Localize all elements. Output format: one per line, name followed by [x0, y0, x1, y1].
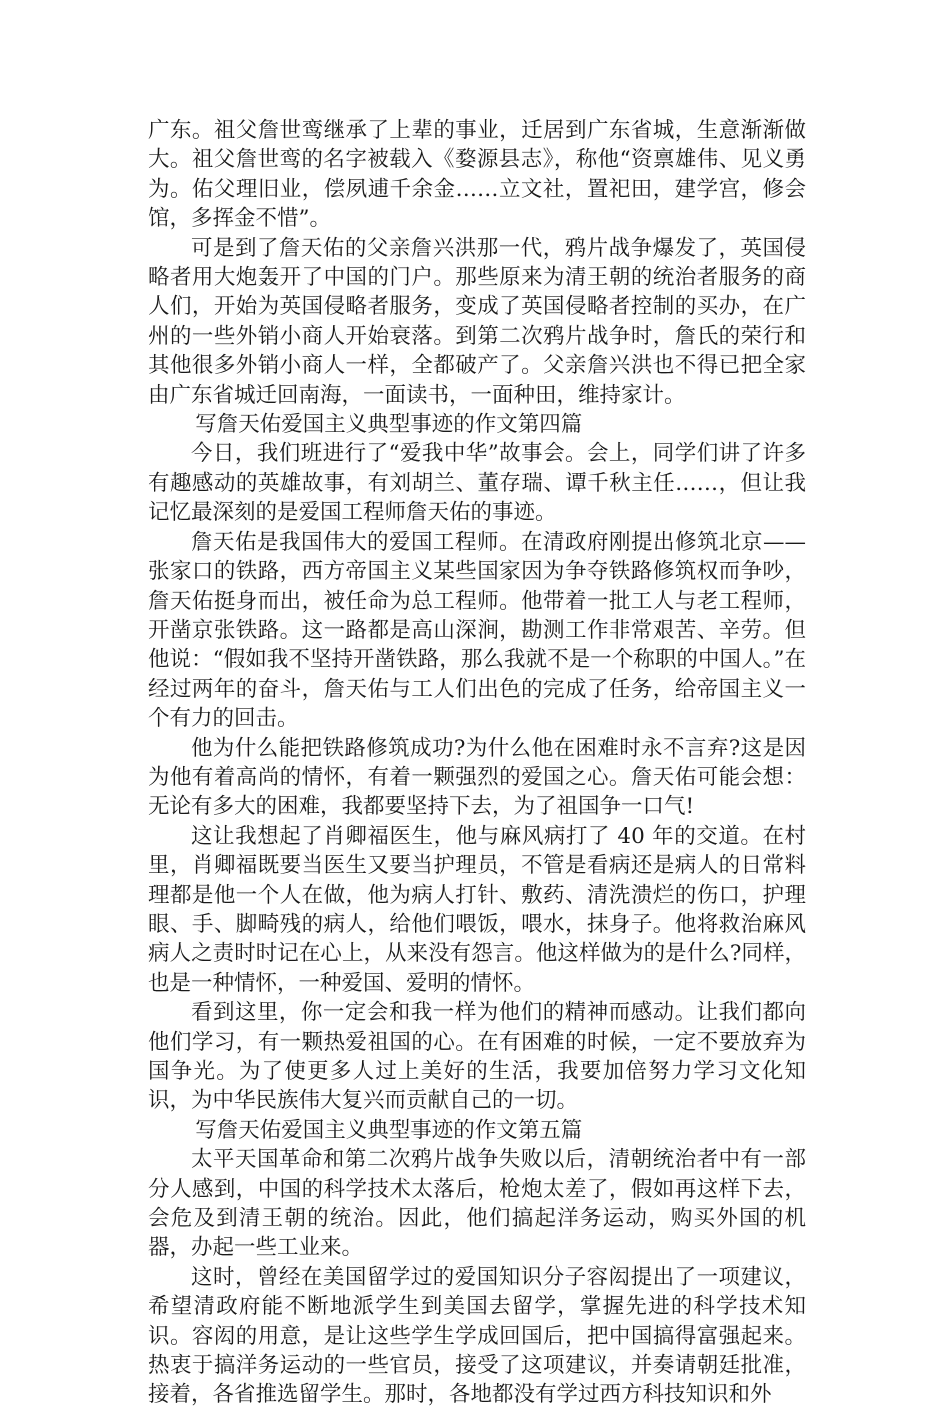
- paragraph-ancestors: 广东。祖父詹世鸾继承了上辈的事业，迁居到广东省城，生意渐渐做大。祖父詹世鸾的名字被载入《婺源县志》，称他“资禀雄伟、见义勇为。佑父理旧业，偿夙逋千余金……立文社，置祀田，建学宫，修会馆，多挥金不惜”。: [148, 118, 806, 232]
- paragraph-why-success: 他为什么能把铁路修筑成功?为什么他在困难时永不言弃?这是因为他有着高尚的情怀，有着一颗强烈的爱国之心。詹天佑可能会想：无论有多大的困难，我都要坚持下去，为了祖国争一口气!: [148, 735, 806, 820]
- section-heading-4: 写詹天佑爱国主义典型事迹的作文第四篇: [195, 412, 583, 438]
- paragraph-taiping: 太平天国革命和第二次鸦片战争失败以后，清朝统治者中有一部分人感到，中国的科学技术太落后，枪炮太差了，假如再这样下去，会危及到清王朝的统治。因此，他们搞起洋务运动，购买外国的机器，办起一些工业来。: [148, 1147, 806, 1261]
- section-heading-5: 写詹天佑爱国主义典型事迹的作文第五篇: [195, 1117, 583, 1143]
- paragraph-father: 可是到了詹天佑的父亲詹兴洪那一代，鸦片战争爆发了，英国侵略者用大炮轰开了中国的门户。那些原来为清王朝的统治者服务的商人们，开始为英国侵略者服务，变成了英国侵略者控制的买办，在广州的一些外销小商人开始衰落。到第二次鸦片战争时，詹氏的荣行和其他很多外销小商人一样，全都破产了。父亲詹兴洪也不得已把全家由广东省城迁回南海，一面读书，一面种田，维持家计。: [148, 235, 806, 408]
- paragraph-railway: 詹天佑是我国伟大的爱国工程师。在清政府刚提出修筑北京——张家口的铁路，西方帝国主义某些国家因为争夺铁路修筑权而争吵，詹天佑挺身而出，被任命为总工程师。他带着一批工人与老工程师，开凿京张铁路。这一路都是高山深涧，勘测工作非常艰苦、辛劳。但他说：“假如我不坚持开凿铁路，那么我就不是一个称职的中国人。”在经过两年的奋斗，詹天佑与工人们出色的完成了任务，给帝国主义一个有力的回击。: [148, 529, 806, 732]
- paragraph-study-abroad: 这时，曾经在美国留学过的爱国知识分子容闳提出了一项建议，希望清政府能不断地派学生到美国去留学，掌握先进的科学技术知识。容闳的用意，是让这些学生学成回国后，把中国搞得富强起来。热衷于搞洋务运动的一些官员，接受了这项建议，并奏请朝廷批准，接着，各省推选留学生。那时，各地都没有学过西方科技知识和外: [148, 1264, 806, 1408]
- paragraph-doctor: 这让我想起了肖卿福医生，他与麻风病打了 40 年的交道。在村里，肖卿福既要当医生又要当护理员，不管是看病还是病人的日常料理都是他一个人在做，他为病人打针、敷药、清洗溃烂的伤口，护理眼、手、脚畸残的病人，给他们喂饭，喂水，抹身子。他将救治麻风病人之责时时记在心上，从来没有怨言。他这样做为的是什么?同样，也是一种情怀，一种爱国、爱明的情怀。: [148, 823, 806, 996]
- paragraph-story-meeting: 今日，我们班进行了“爱我中华”故事会。会上，同学们讲了许多有趣感动的英雄故事，有刘胡兰、董存瑞、谭千秋主任……，但让我记忆最深刻的是爱国工程师詹天佑的事迹。: [148, 441, 806, 526]
- document-body: [148, 116, 806, 1410]
- paragraph-conclusion: 看到这里，你一定会和我一样为他们的精神而感动。让我们都向他们学习，有一颗热爱祖国的心。在有困难的时候，一定不要放弃为国争光。为了使更多人过上美好的生活，我要加倍努力学习文化知识，为中华民族伟大复兴而贡献自己的一切。: [148, 1000, 806, 1114]
